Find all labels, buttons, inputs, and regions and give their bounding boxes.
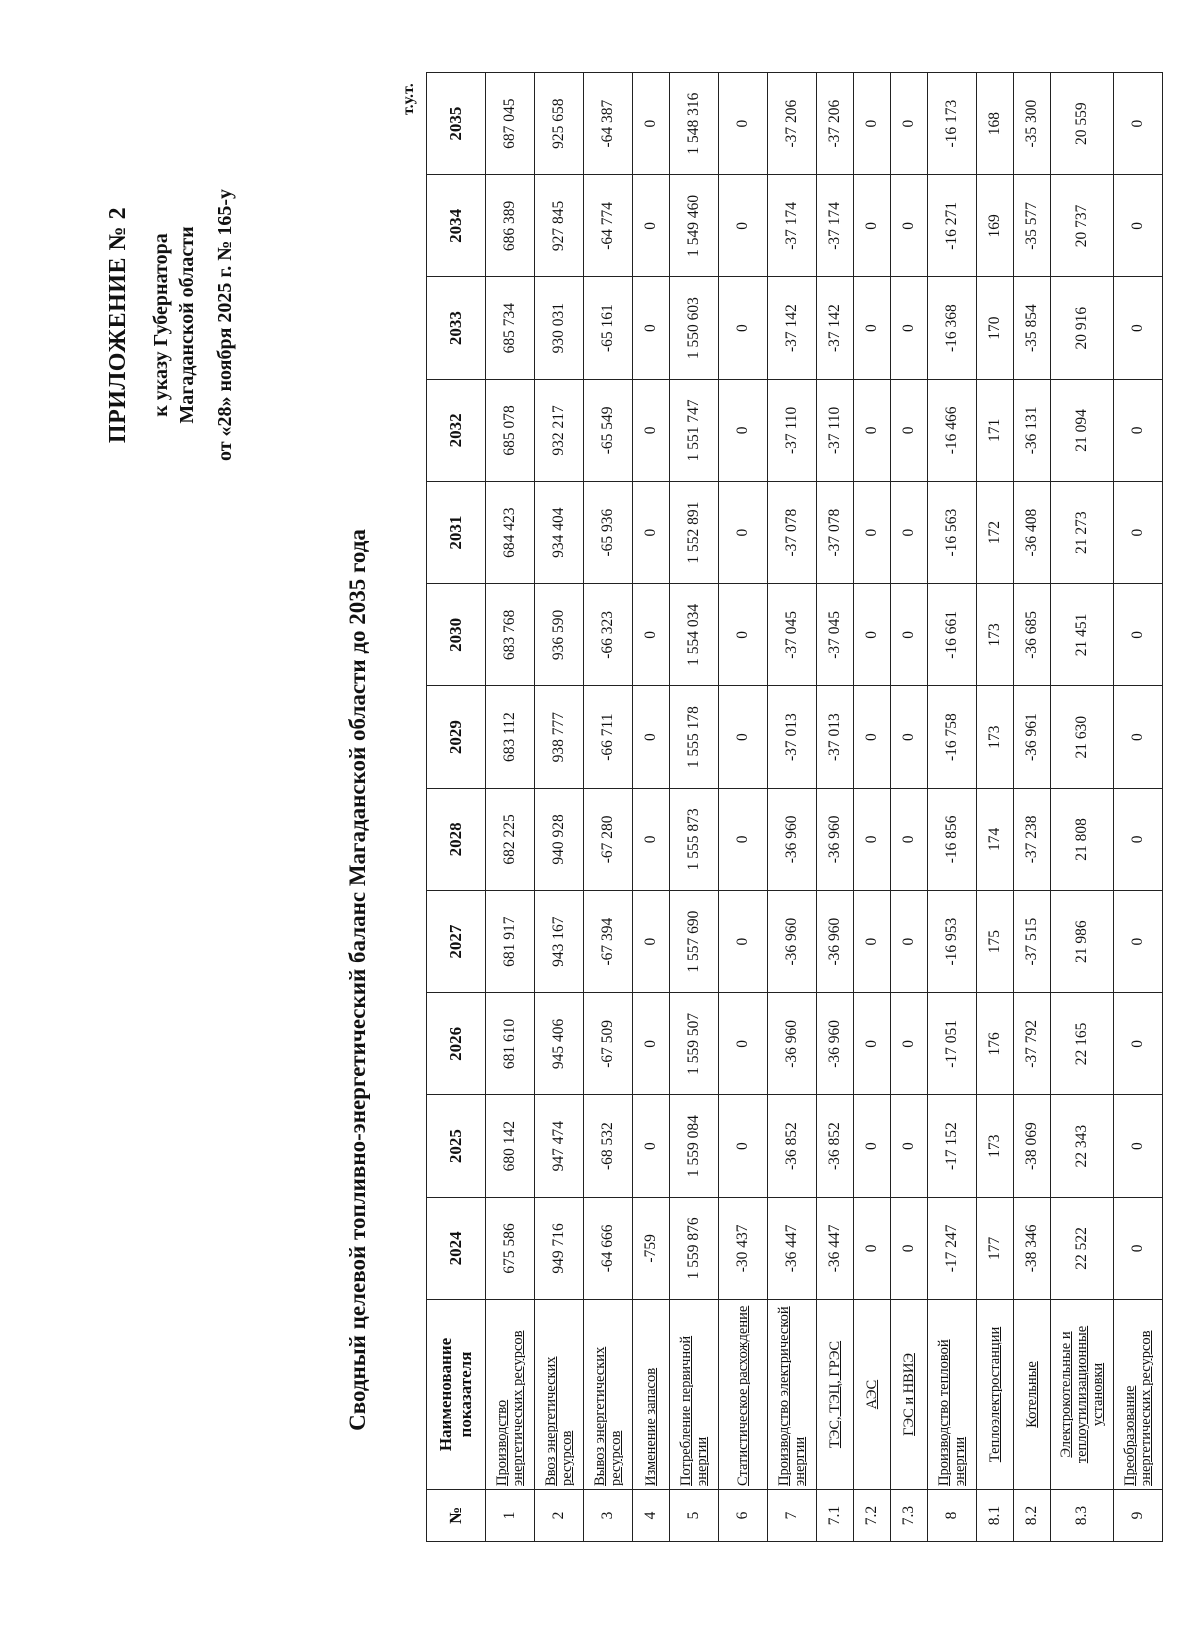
table-header-row xyxy=(427,73,486,1542)
value-cell: 0 xyxy=(1114,482,1163,584)
value-cell: -16 271 xyxy=(928,175,977,277)
header-cell: № xyxy=(427,1490,486,1542)
value-cell: 21 630 xyxy=(1051,686,1114,788)
value-cell: 168 xyxy=(977,73,1014,175)
value-cell: 169 xyxy=(977,175,1014,277)
header-cell: 2035 xyxy=(427,73,486,175)
table-row xyxy=(670,73,719,1542)
decree-line-1: к указу Губернатора xyxy=(150,233,172,417)
value-cell: 0 xyxy=(891,277,928,379)
value-cell: 22 165 xyxy=(1051,993,1114,1095)
indicator-name-text: Статистическое расхождение xyxy=(735,1305,751,1486)
value-cell: 20 916 xyxy=(1051,277,1114,379)
value-cell: 21 808 xyxy=(1051,788,1114,890)
value-cell: 1 557 690 xyxy=(670,891,719,993)
value-cell: 0 xyxy=(1114,175,1163,277)
value-cell: -36 960 xyxy=(768,993,817,1095)
value-cell: 1 559 876 xyxy=(670,1197,719,1299)
table-row xyxy=(486,73,535,1542)
value-cell: 0 xyxy=(854,788,891,890)
header-cell: 2028 xyxy=(427,788,486,890)
value-cell: -37 110 xyxy=(768,379,817,481)
row-number: 7.2 xyxy=(854,1490,891,1542)
value-cell: -37 078 xyxy=(768,482,817,584)
value-cell: 927 845 xyxy=(535,175,584,277)
row-number: 2 xyxy=(535,1490,584,1542)
value-cell: -65 936 xyxy=(584,482,633,584)
value-cell: -37 515 xyxy=(1014,891,1051,993)
value-cell: 20 737 xyxy=(1051,175,1114,277)
indicator-name xyxy=(1051,1300,1114,1490)
value-cell: 1 548 316 xyxy=(670,73,719,175)
indicator-name-text: ГЭС и НВИЭ xyxy=(901,1353,917,1436)
value-cell: -65 161 xyxy=(584,277,633,379)
value-cell: 1 559 084 xyxy=(670,1095,719,1197)
value-cell: -36 960 xyxy=(768,788,817,890)
header-cell: 2030 xyxy=(427,584,486,686)
indicator-name xyxy=(633,1300,670,1490)
indicator-name-text: Потребление первичной энергии xyxy=(678,1335,710,1486)
indicator-name xyxy=(719,1300,768,1490)
header-cell: 2029 xyxy=(427,686,486,788)
row-number: 8 xyxy=(928,1490,977,1542)
header-cell: 2026 xyxy=(427,993,486,1095)
indicator-name-text: Производство тепловой энергии xyxy=(936,1339,968,1486)
value-cell: 947 474 xyxy=(535,1095,584,1197)
value-cell: 1 551 747 xyxy=(670,379,719,481)
value-cell: 932 217 xyxy=(535,379,584,481)
value-cell: 940 928 xyxy=(535,788,584,890)
value-cell: 0 xyxy=(719,993,768,1095)
value-cell: -17 152 xyxy=(928,1095,977,1197)
row-number: 8.1 xyxy=(977,1490,1014,1542)
value-cell: -37 078 xyxy=(817,482,854,584)
indicator-name xyxy=(535,1300,584,1490)
value-cell: 0 xyxy=(854,482,891,584)
table-row xyxy=(977,73,1014,1542)
value-cell: 176 xyxy=(977,993,1014,1095)
value-cell: 0 xyxy=(633,686,670,788)
row-number: 8.2 xyxy=(1014,1490,1051,1542)
value-cell: 0 xyxy=(1114,1197,1163,1299)
value-cell: -37 142 xyxy=(768,277,817,379)
value-cell: 0 xyxy=(854,175,891,277)
value-cell: -64 387 xyxy=(584,73,633,175)
indicator-name-text: Преобразование энергетических ресурсов xyxy=(1122,1330,1154,1486)
value-cell: 171 xyxy=(977,379,1014,481)
value-cell: 1 559 507 xyxy=(670,993,719,1095)
value-cell: 0 xyxy=(891,73,928,175)
value-cell: -16 466 xyxy=(928,379,977,481)
indicator-name-text: Котельные xyxy=(1024,1361,1040,1428)
value-cell: -36 960 xyxy=(768,891,817,993)
value-cell: 0 xyxy=(1114,788,1163,890)
value-cell: 173 xyxy=(977,584,1014,686)
table-row xyxy=(928,73,977,1542)
indicator-name xyxy=(584,1300,633,1490)
value-cell: -67 509 xyxy=(584,993,633,1095)
value-cell: 21 273 xyxy=(1051,482,1114,584)
header-cell: Наименование показателя xyxy=(427,1300,486,1490)
value-cell: -30 437 xyxy=(719,1197,768,1299)
indicator-name-text: АЭС xyxy=(864,1379,880,1410)
value-cell: -16 368 xyxy=(928,277,977,379)
table-row xyxy=(584,73,633,1542)
header-cell: 2024 xyxy=(427,1197,486,1299)
value-cell: 945 406 xyxy=(535,993,584,1095)
table-body xyxy=(486,73,1163,1542)
value-cell: -37 792 xyxy=(1014,993,1051,1095)
value-cell: 0 xyxy=(719,73,768,175)
table-row xyxy=(1014,73,1051,1542)
header-cell: 2025 xyxy=(427,1095,486,1197)
value-cell: 0 xyxy=(1114,277,1163,379)
value-cell: 949 716 xyxy=(535,1197,584,1299)
row-number: 3 xyxy=(584,1490,633,1542)
value-cell: 685 734 xyxy=(486,277,535,379)
value-cell: -36 960 xyxy=(817,891,854,993)
value-cell: 21 451 xyxy=(1051,584,1114,686)
indicator-name-text: Производство электрической энергии xyxy=(776,1306,808,1486)
value-cell: 0 xyxy=(633,73,670,175)
value-cell: -37 045 xyxy=(768,584,817,686)
value-cell: 1 555 178 xyxy=(670,686,719,788)
value-cell: 0 xyxy=(854,993,891,1095)
row-number: 9 xyxy=(1114,1490,1163,1542)
indicator-name xyxy=(817,1300,854,1490)
value-cell: -66 323 xyxy=(584,584,633,686)
indicator-name xyxy=(768,1300,817,1490)
value-cell: -36 852 xyxy=(768,1095,817,1197)
value-cell: 21 986 xyxy=(1051,891,1114,993)
value-cell: 0 xyxy=(891,379,928,481)
indicator-name-text: Ввоз энергетических ресурсов xyxy=(543,1356,575,1486)
value-cell: -17 051 xyxy=(928,993,977,1095)
appendix-title: ПРИЛОЖЕНИЕ № 2 xyxy=(105,206,131,444)
table-row xyxy=(719,73,768,1542)
value-cell: 0 xyxy=(633,379,670,481)
indicator-name-text: Вывоз энергетических ресурсов xyxy=(592,1346,624,1486)
value-cell: -16 953 xyxy=(928,891,977,993)
value-cell: 0 xyxy=(719,277,768,379)
value-cell: 0 xyxy=(633,891,670,993)
value-cell: -37 206 xyxy=(817,73,854,175)
indicator-name-text: Производство энергетических ресурсов xyxy=(494,1330,526,1486)
value-cell: 0 xyxy=(854,891,891,993)
value-cell: 0 xyxy=(891,788,928,890)
value-cell: 930 031 xyxy=(535,277,584,379)
value-cell: -37 013 xyxy=(768,686,817,788)
value-cell: 0 xyxy=(633,788,670,890)
value-cell: 0 xyxy=(891,1095,928,1197)
value-cell: -36 131 xyxy=(1014,379,1051,481)
row-number: 5 xyxy=(670,1490,719,1542)
value-cell: 685 078 xyxy=(486,379,535,481)
value-cell: -65 549 xyxy=(584,379,633,481)
value-cell: 0 xyxy=(1114,73,1163,175)
value-cell: -36 960 xyxy=(817,993,854,1095)
table-row xyxy=(1051,73,1114,1542)
indicator-name xyxy=(486,1300,535,1490)
document-title: Сводный целевой топливно-энергетический баланс Магаданской области до 2035 года xyxy=(345,529,370,1431)
value-cell: 0 xyxy=(719,1095,768,1197)
value-cell: 0 xyxy=(891,482,928,584)
value-cell: -66 711 xyxy=(584,686,633,788)
value-cell: 174 xyxy=(977,788,1014,890)
value-cell: -64 774 xyxy=(584,175,633,277)
indicator-name xyxy=(854,1300,891,1490)
value-cell: 934 404 xyxy=(535,482,584,584)
header-cell: 2027 xyxy=(427,891,486,993)
value-cell: 0 xyxy=(854,1095,891,1197)
value-cell: -67 394 xyxy=(584,891,633,993)
value-cell: 0 xyxy=(719,175,768,277)
value-cell: -38 069 xyxy=(1014,1095,1051,1197)
row-number: 4 xyxy=(633,1490,670,1542)
value-cell: -68 532 xyxy=(584,1095,633,1197)
indicator-name xyxy=(670,1300,719,1490)
value-cell: 0 xyxy=(1114,379,1163,481)
value-cell: -37 174 xyxy=(768,175,817,277)
indicator-name-text: Электрокотельные и теплоутилизационные установки xyxy=(1058,1325,1106,1464)
value-cell: 0 xyxy=(1114,686,1163,788)
value-cell: -16 758 xyxy=(928,686,977,788)
value-cell: -37 110 xyxy=(817,379,854,481)
value-cell: 936 590 xyxy=(535,584,584,686)
value-cell: 943 167 xyxy=(535,891,584,993)
value-cell: 0 xyxy=(719,788,768,890)
value-cell: 0 xyxy=(633,993,670,1095)
value-cell: 0 xyxy=(633,277,670,379)
value-cell: 683 768 xyxy=(486,584,535,686)
value-cell: -35 577 xyxy=(1014,175,1051,277)
value-cell: 0 xyxy=(719,686,768,788)
value-cell: 0 xyxy=(891,686,928,788)
value-cell: 925 658 xyxy=(535,73,584,175)
row-number: 8.3 xyxy=(1051,1490,1114,1542)
value-cell: 0 xyxy=(891,584,928,686)
value-cell: 170 xyxy=(977,277,1014,379)
value-cell: -35 300 xyxy=(1014,73,1051,175)
decree-date: от «28» ноября 2025 г. № 165-у xyxy=(214,188,236,462)
value-cell: -64 666 xyxy=(584,1197,633,1299)
value-cell: -37 045 xyxy=(817,584,854,686)
unit-label: т.у.т. xyxy=(400,83,417,115)
indicator-name-text: ТЭС, ТЭЦ, ГРЭС xyxy=(827,1340,843,1449)
value-cell: 0 xyxy=(633,175,670,277)
value-cell: 177 xyxy=(977,1197,1014,1299)
header-cell: 2032 xyxy=(427,379,486,481)
row-number: 7.3 xyxy=(891,1490,928,1542)
value-cell: -36 685 xyxy=(1014,584,1051,686)
value-cell: 1 550 603 xyxy=(670,277,719,379)
value-cell: 0 xyxy=(891,175,928,277)
value-cell: 0 xyxy=(854,1197,891,1299)
value-cell: -37 206 xyxy=(768,73,817,175)
table-row xyxy=(768,73,817,1542)
indicator-name-text: Теплоэлектростанции xyxy=(987,1326,1003,1463)
value-cell: -36 961 xyxy=(1014,686,1051,788)
value-cell: 0 xyxy=(719,379,768,481)
value-cell: 21 094 xyxy=(1051,379,1114,481)
value-cell: 687 045 xyxy=(486,73,535,175)
value-cell: -37 013 xyxy=(817,686,854,788)
value-cell: -37 238 xyxy=(1014,788,1051,890)
value-cell: -16 856 xyxy=(928,788,977,890)
value-cell: 683 112 xyxy=(486,686,535,788)
value-cell: 0 xyxy=(719,891,768,993)
value-cell: 22 343 xyxy=(1051,1095,1114,1197)
value-cell: 0 xyxy=(633,584,670,686)
value-cell: 0 xyxy=(891,1197,928,1299)
value-cell: 0 xyxy=(633,482,670,584)
table-row xyxy=(633,73,670,1542)
appendix-header xyxy=(105,65,237,585)
table-row xyxy=(854,73,891,1542)
header-cell: 2031 xyxy=(427,482,486,584)
value-cell: -37 142 xyxy=(817,277,854,379)
value-cell: 1 555 873 xyxy=(670,788,719,890)
header-cell: 2034 xyxy=(427,175,486,277)
indicator-name xyxy=(928,1300,977,1490)
header-cell: 2033 xyxy=(427,277,486,379)
value-cell: 173 xyxy=(977,686,1014,788)
row-number: 6 xyxy=(719,1490,768,1542)
value-cell: 0 xyxy=(1114,993,1163,1095)
value-cell: -16 563 xyxy=(928,482,977,584)
value-cell: -38 346 xyxy=(1014,1197,1051,1299)
row-number: 7.1 xyxy=(817,1490,854,1542)
value-cell: 22 522 xyxy=(1051,1197,1114,1299)
value-cell: 1 554 034 xyxy=(670,584,719,686)
value-cell: 1 549 460 xyxy=(670,175,719,277)
value-cell: 686 389 xyxy=(486,175,535,277)
indicator-name-text: Изменение запасов xyxy=(643,1367,659,1486)
value-cell: 173 xyxy=(977,1095,1014,1197)
value-cell: -16 173 xyxy=(928,73,977,175)
value-cell: 681 917 xyxy=(486,891,535,993)
value-cell: -16 661 xyxy=(928,584,977,686)
value-cell: 0 xyxy=(891,993,928,1095)
row-number: 1 xyxy=(486,1490,535,1542)
value-cell: 0 xyxy=(854,73,891,175)
value-cell: 0 xyxy=(719,482,768,584)
value-cell: 172 xyxy=(977,482,1014,584)
value-cell: 0 xyxy=(1114,584,1163,686)
decree-line-2: Магаданской области xyxy=(176,226,198,424)
value-cell: 20 559 xyxy=(1051,73,1114,175)
value-cell: 675 586 xyxy=(486,1197,535,1299)
value-cell: 0 xyxy=(1114,1095,1163,1197)
value-cell: -36 408 xyxy=(1014,482,1051,584)
indicator-name xyxy=(977,1300,1014,1490)
value-cell: 938 777 xyxy=(535,686,584,788)
rotated-page xyxy=(80,60,1154,1570)
value-cell: -36 447 xyxy=(768,1197,817,1299)
value-cell: -759 xyxy=(633,1197,670,1299)
value-cell: 682 225 xyxy=(486,788,535,890)
value-cell: -36 447 xyxy=(817,1197,854,1299)
value-cell: 0 xyxy=(854,686,891,788)
value-cell: -35 854 xyxy=(1014,277,1051,379)
value-cell: 681 610 xyxy=(486,993,535,1095)
value-cell: 0 xyxy=(633,1095,670,1197)
value-cell: -67 280 xyxy=(584,788,633,890)
indicator-name xyxy=(1114,1300,1163,1490)
row-number: 7 xyxy=(768,1490,817,1542)
indicator-name xyxy=(891,1300,928,1490)
balance-table xyxy=(426,72,1163,1542)
value-cell: 0 xyxy=(854,379,891,481)
value-cell: 0 xyxy=(854,277,891,379)
value-cell: 0 xyxy=(854,584,891,686)
value-cell: 0 xyxy=(719,584,768,686)
table-row xyxy=(817,73,854,1542)
value-cell: 1 552 891 xyxy=(670,482,719,584)
table-row xyxy=(891,73,928,1542)
value-cell: -36 852 xyxy=(817,1095,854,1197)
value-cell: 680 142 xyxy=(486,1095,535,1197)
value-cell: -37 174 xyxy=(817,175,854,277)
table-row xyxy=(1114,73,1163,1542)
value-cell: 684 423 xyxy=(486,482,535,584)
value-cell: 175 xyxy=(977,891,1014,993)
value-cell: -36 960 xyxy=(817,788,854,890)
value-cell: 0 xyxy=(1114,891,1163,993)
indicator-name xyxy=(1014,1300,1051,1490)
value-cell: 0 xyxy=(891,891,928,993)
table-row xyxy=(535,73,584,1542)
value-cell: -17 247 xyxy=(928,1197,977,1299)
